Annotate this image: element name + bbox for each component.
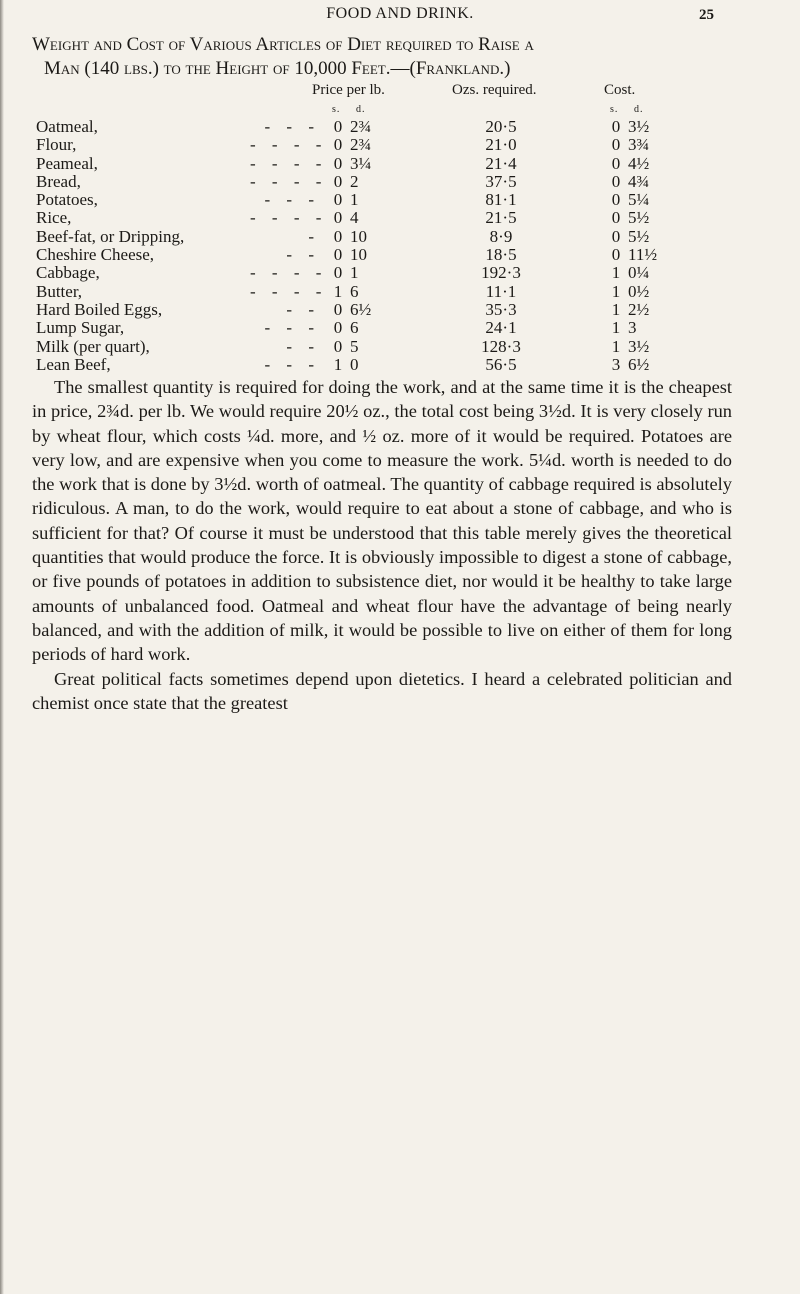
table-price-shillings: 1 — [333, 354, 343, 374]
table-price-shillings: 1 — [333, 281, 343, 301]
table-leader-dashes: - - — [286, 245, 320, 265]
table-cost-pence: 11½ — [628, 245, 658, 265]
table-price-pence: 6 — [350, 318, 359, 338]
table-cost-shillings: 3 — [611, 354, 621, 374]
table-ozs-required: 192·3 — [481, 263, 521, 283]
table-row — [0, 228, 800, 246]
table-item-name: Lean Beef, — [36, 354, 111, 374]
table-cost-pence: 3½ — [628, 336, 650, 356]
table-item-name: Lump Sugar, — [36, 318, 125, 338]
table-caption-line-1: Weight and Cost of Various Articles of Diet required to Raise a — [32, 34, 534, 55]
table-row — [0, 319, 800, 337]
table-price-pence: 0 — [350, 354, 359, 374]
table-leader-dashes: - - - — [264, 354, 320, 374]
table-row — [0, 283, 800, 301]
table-cost-pence: 2½ — [628, 299, 650, 319]
table-cost-shillings: 1 — [611, 336, 621, 356]
table-row — [0, 209, 800, 227]
table-price-pence: 10 — [350, 245, 367, 265]
table-ozs-required: 21·0 — [485, 135, 517, 155]
table-item-name: Cabbage, — [36, 263, 100, 283]
table-leader-dashes: - - - — [264, 190, 320, 210]
running-head — [0, 3, 800, 25]
table-cost-shillings: 0 — [611, 190, 621, 210]
table-leader-dashes: - - - - — [250, 171, 328, 191]
column-header-cost: Cost. — [604, 82, 636, 98]
table-leader-dashes: - - — [286, 299, 320, 319]
table-cost-shillings: 0 — [611, 208, 621, 228]
table-cost-pence: 0½ — [628, 281, 650, 301]
table-ozs-required: 8·9 — [489, 226, 513, 246]
table-row — [0, 246, 800, 264]
table-ozs-required: 37·5 — [485, 171, 517, 191]
table-cost-pence: 4½ — [628, 153, 650, 173]
table-leader-dashes: - - - - — [250, 153, 328, 173]
table-cost-shillings: 0 — [611, 153, 621, 173]
table-cost-pence: 3½ — [628, 117, 650, 136]
table-cost-shillings: 1 — [611, 263, 621, 283]
table-row — [0, 356, 800, 374]
price-unit-shillings: s. — [332, 104, 341, 115]
table-ozs-required: 128·3 — [481, 336, 521, 356]
table-leader-dashes: - - - - — [250, 135, 328, 155]
paragraph-1: The smallest quantity is required for doing the work, and at the same time it is the cheapest in price, 2¾d. per lb. We would require 20½ oz., the total cost being 3½d. It is very closely run by wheat flour, which costs ¼d. more, and ½ oz. more of it would be required. Potatoes are very low, and are expensive when you come to measure the work. 5¼d. worth is needed to do the work that is done by 3½d. worth of oatmeal. The quantity of cabbage required is absolutely ridiculous. A man, to do the work, would require to eat about a stone of cabbage, and who is sufficient for that? Of course it must be understood that this table merely gives the theoretical quantities that would produce the force. It is obviously impossible to digest a stone of cabbage, or five pounds of potatoes in addition to subsistence diet, nor would it be healthy to take large amounts of unbalanced food. Oatmeal and wheat flour have the advantage of being nearly balanced, and with the addition of milk, it would be possible to live on either of them for long periods of hard work. — [32, 377, 732, 665]
diet-table — [0, 118, 800, 374]
table-cost-pence: 5½ — [628, 226, 650, 246]
table-row — [0, 173, 800, 191]
page-number: 25 — [699, 7, 714, 23]
table-ozs-required: 20·5 — [485, 117, 517, 136]
table-ozs-required: 21·5 — [485, 208, 517, 228]
table-leader-dashes: - - - - — [250, 208, 328, 228]
table-price-pence: 1 — [350, 190, 359, 210]
column-header-ozs: Ozs. required. — [452, 82, 537, 98]
table-cost-pence: 3 — [628, 318, 637, 338]
table-price-pence: 6 — [350, 281, 359, 301]
table-row — [0, 191, 800, 209]
table-leader-dashes: - - - - — [250, 263, 328, 283]
table-leader-dashes: - - - — [264, 318, 320, 338]
table-ozs-required: 81·1 — [485, 190, 517, 210]
table-item-name: Flour, — [36, 135, 77, 155]
table-item-name: Beef-fat, or Dripping, — [36, 226, 185, 246]
table-item-name: Oatmeal, — [36, 117, 98, 136]
table-leader-dashes: - - — [286, 336, 320, 356]
table-price-pence: 6½ — [350, 299, 372, 319]
table-item-name: Bread, — [36, 171, 81, 191]
table-row — [0, 301, 800, 319]
table-row — [0, 264, 800, 282]
table-caption — [32, 33, 772, 81]
table-item-name: Potatoes, — [36, 190, 98, 210]
table-price-shillings: 0 — [333, 171, 343, 191]
table-row — [0, 338, 800, 356]
table-price-pence: 10 — [350, 226, 367, 246]
table-price-shillings: 0 — [333, 245, 343, 265]
table-cost-pence: 4¾ — [628, 171, 650, 191]
table-ozs-required: 24·1 — [485, 318, 517, 338]
table-price-shillings: 0 — [333, 190, 343, 210]
table-price-pence: 3¼ — [350, 153, 372, 173]
table-item-name: Peameal, — [36, 153, 98, 173]
cost-unit-pence: d. — [634, 104, 644, 115]
table-row — [0, 136, 800, 154]
table-cost-pence: 3¾ — [628, 135, 650, 155]
table-caption-line-2: Man (140 lbs.) to the Height of 10,000 Feet.—(Frankland.) — [44, 58, 511, 79]
table-ozs-required: 21·4 — [485, 153, 517, 173]
table-ozs-required: 56·5 — [485, 354, 517, 374]
paragraph-2: Great political facts sometimes depend upon dietetics. I heard a celebrated politician and chemist once state that the greatest — [32, 668, 732, 713]
table-price-shillings: 0 — [333, 263, 343, 283]
table-item-name: Milk (per quart), — [36, 336, 150, 356]
table-price-shillings: 0 — [333, 299, 343, 319]
table-cost-shillings: 0 — [611, 117, 621, 136]
table-cost-pence: 5¼ — [628, 190, 650, 210]
table-cost-pence: 5½ — [628, 208, 650, 228]
table-price-shillings: 0 — [333, 117, 343, 136]
table-leader-dashes: - — [308, 226, 320, 246]
table-price-pence: 2¾ — [350, 135, 372, 155]
table-cost-shillings: 1 — [611, 281, 621, 301]
table-ozs-required: 35·3 — [485, 299, 517, 319]
table-ozs-required: 11·1 — [485, 281, 517, 301]
table-price-shillings: 0 — [333, 153, 343, 173]
table-cost-shillings: 1 — [611, 299, 621, 319]
table-ozs-required: 18·5 — [485, 245, 517, 265]
table-cost-shillings: 0 — [611, 245, 621, 265]
table-price-shillings: 0 — [333, 226, 343, 246]
table-item-name: Butter, — [36, 281, 83, 301]
table-cost-shillings: 0 — [611, 171, 621, 191]
table-leader-dashes: - - - - — [250, 281, 328, 301]
cost-unit-shillings: s. — [610, 104, 619, 115]
price-unit-pence: d. — [356, 104, 366, 115]
table-row — [0, 155, 800, 173]
table-price-pence: 1 — [350, 263, 359, 283]
table-cost-pence: 0¼ — [628, 263, 650, 283]
running-title: FOOD AND DRINK. — [326, 5, 474, 22]
table-cost-pence: 6½ — [628, 354, 650, 374]
table-item-name: Rice, — [36, 208, 72, 228]
table-item-name: Hard Boiled Eggs, — [36, 299, 163, 319]
table-price-shillings: 0 — [333, 318, 343, 338]
table-price-shillings: 0 — [333, 208, 343, 228]
table-cost-shillings: 0 — [611, 226, 621, 246]
body-text — [32, 375, 732, 715]
column-header-price: Price per lb. — [312, 82, 385, 98]
table-price-shillings: 0 — [333, 336, 343, 356]
table-price-pence: 2¾ — [350, 117, 372, 136]
table-cost-shillings: 0 — [611, 135, 621, 155]
table-price-pence: 2 — [350, 171, 359, 191]
table-price-pence: 5 — [350, 336, 359, 356]
table-leader-dashes: - - - — [264, 117, 320, 136]
table-item-name: Cheshire Cheese, — [36, 245, 155, 265]
table-row — [0, 118, 800, 136]
table-cost-shillings: 1 — [611, 318, 621, 338]
table-price-pence: 4 — [350, 208, 359, 228]
table-price-shillings: 0 — [333, 135, 343, 155]
